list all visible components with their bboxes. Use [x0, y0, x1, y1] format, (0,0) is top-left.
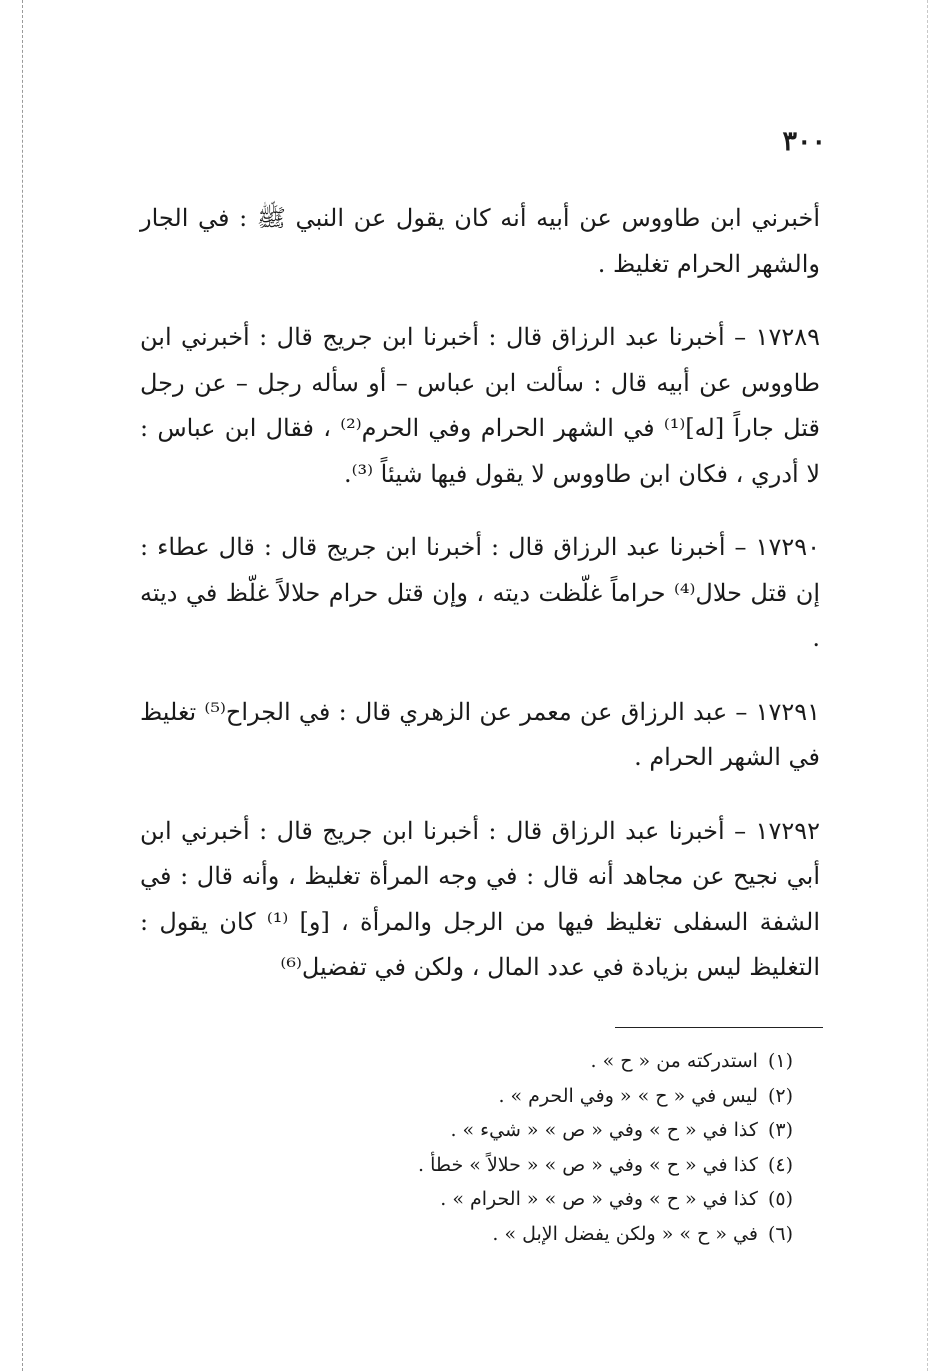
footnote-number: (١): [767, 1050, 793, 1072]
footnote-number: (٥): [767, 1188, 793, 1210]
footnote-number: (٢): [767, 1084, 793, 1107]
main-text: [140, 196, 820, 1019]
paragraph-text: – أخبرنا عبد الرزاق قال : أخبرنا ابن جريج قال : أخبرني ابن أبي نجيح عن مجاهد أنه قال : في وجه المرأة تغليظ ، وأنه قال : في الشفة السفلى تغليظ فيها من الرجل والمرأة ، [و] ⁽¹⁾ كان يقول : التغليظ ليس بزيادة في عدد المال ، ولكن في تفضيل⁽⁶⁾: [140, 816, 820, 981]
paragraph-text: – أخبرنا عبد الرزاق قال : أخبرنا ابن جريج قال : قال عطاء : إن قتل حلال⁽⁴⁾ حراماً غلّظت ديته ، وإن قتل حرام حلالاً غلّظ في ديته .: [140, 533, 820, 652]
footnote-text: ليس في « ح » « وفي الحرم » .: [498, 1084, 758, 1107]
footnotes: [340, 1044, 793, 1251]
footnote-text: كذا في « ح » وفي « ص » « الحرام » .: [440, 1188, 758, 1210]
paragraph-text: – عبد الرزاق عن معمر عن الزهري قال : في الجراح⁽⁵⁾ تغليظ في الشهر الحرام .: [140, 697, 820, 771]
paragraph-continuation: [140, 196, 820, 287]
hadith-number: ١٧٢٩٢: [755, 816, 820, 845]
hadith-17289: [140, 315, 820, 497]
footnote-number: (٦): [767, 1222, 793, 1245]
footnote-3: [340, 1113, 793, 1148]
footnote-number: (٤): [767, 1153, 793, 1176]
hadith-number: ١٧٢٨٩: [755, 323, 820, 351]
footnote-2: [340, 1079, 793, 1114]
footnote-separator: [615, 1027, 823, 1028]
hadith-number: ١٧٢٩١: [755, 697, 821, 726]
footnote-text: كذا في « ح » وفي « ص » « حلالاً » خطأ .: [418, 1153, 758, 1176]
footnote-4: [340, 1148, 793, 1183]
page-edge-right: [927, 0, 928, 1371]
footnote-number: (٣): [767, 1119, 793, 1141]
footnote-5: [340, 1182, 793, 1217]
paragraph-text: أخبرني ابن طاووس عن أبيه أنه كان يقول عن النبي ﷺ : في الجار والشهر الحرام تغليظ .: [140, 204, 820, 278]
footnote-text: في « ح » « ولكن يفضل الإبل » .: [492, 1222, 758, 1245]
hadith-17291: [140, 690, 820, 781]
footnote-text: كذا في « ح » وفي « ص » « شيء » .: [450, 1119, 758, 1141]
footnote-text: استدركته من « ح » .: [590, 1050, 758, 1072]
hadith-17292: [140, 809, 820, 991]
paragraph-text: – أخبرنا عبد الرزاق قال : أخبرنا ابن جريج قال : أخبرني ابن طاووس عن أبيه قال : سألت ابن عباس – أو سأله رجل – عن رجل قتل جاراً [له]⁽¹⁾ في الشهر الحرام وفي الحرم⁽²⁾ ، فقال ابن عباس : لا أدري ، فكان ابن طاووس لا يقول فيها شيئاً ⁽³⁾.: [140, 323, 820, 488]
hadith-number: ١٧٢٩٠: [755, 533, 820, 561]
footnote-1: [340, 1044, 793, 1079]
page-edge-left: [22, 0, 23, 1371]
hadith-17290: [140, 525, 820, 662]
footnote-6: [340, 1217, 793, 1252]
page-number: ٣٠٠: [782, 126, 826, 157]
